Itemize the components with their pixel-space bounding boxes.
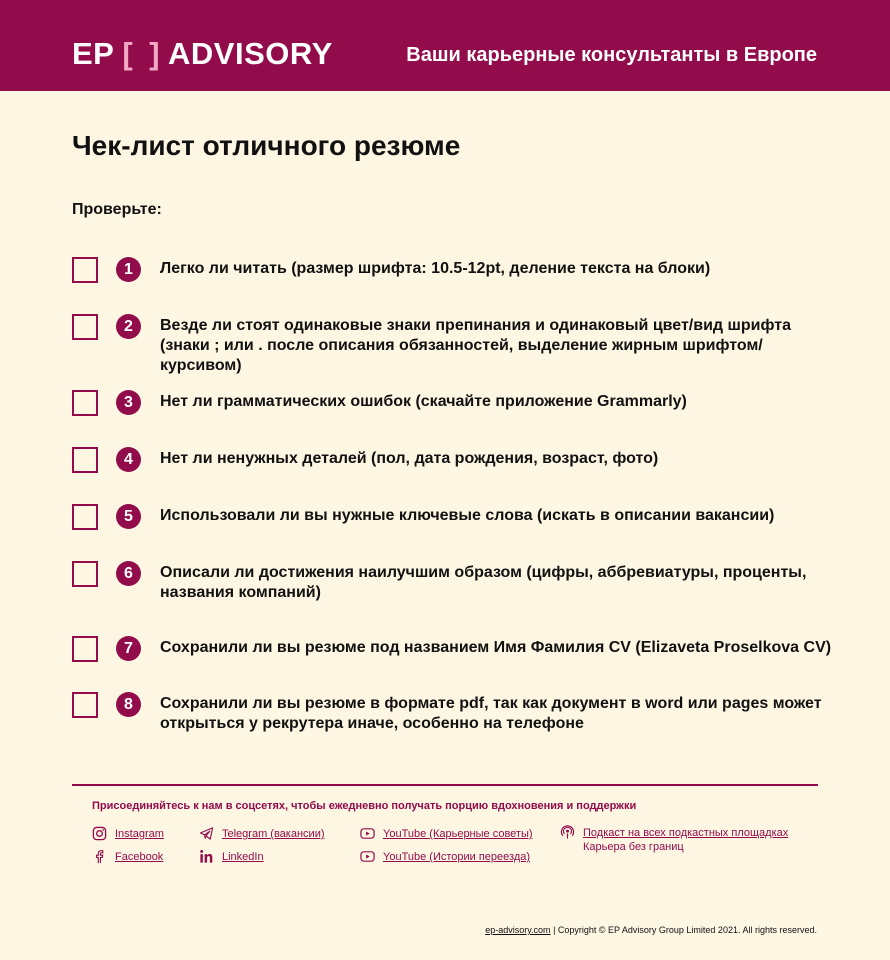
youtube-stories-label[interactable]: YouTube (Истории переезда) (383, 851, 531, 863)
youtube-career-link[interactable] (360, 827, 533, 841)
item-text-5: Использовали ли вы нужные ключевые слова (искать в описании вакансии) (160, 507, 775, 524)
item-text-1: Легко ли читать (размер шрифта: 10.5-12pt, деление текста на блоки) (160, 260, 711, 277)
podcast-label-line2: Карьера без границ (583, 841, 684, 853)
facebook-icon (92, 849, 107, 864)
copyright-text: | Copyright © EP Advisory Group Limited 2021. All rights reserved. (550, 925, 817, 935)
item-number-3: 3 (116, 390, 141, 415)
youtube-icon (360, 849, 375, 864)
item-text-8: Сохранили ли вы резюме в формате pdf, так как документ в word или pages может открыться у рекрутера иначе, особенно на телефоне (160, 695, 822, 732)
social-title: Присоединяйтесь к нам в соцсетях, чтобы ежедневно получать порцию вдохновения и поддержки (92, 800, 637, 812)
checkbox-1[interactable] (72, 257, 98, 283)
telegram-icon (199, 826, 214, 841)
instagram-link[interactable] (92, 827, 164, 841)
telegram-link[interactable] (199, 827, 325, 841)
checkbox-3[interactable] (72, 390, 98, 416)
header-tagline: Ваши карьерные консультанты в Европе (406, 44, 817, 66)
checkbox-2[interactable] (72, 314, 98, 340)
youtube-icon (360, 826, 375, 841)
podcast-icon (560, 825, 575, 840)
item-text-7: Сохранили ли вы резюме под названием Имя Фамилия CV (Elizaveta Proselkova CV) (160, 639, 832, 656)
header-banner (0, 0, 890, 91)
item-number-1: 1 (116, 257, 141, 282)
checkbox-7[interactable] (72, 636, 98, 662)
checkbox-4[interactable] (72, 447, 98, 473)
site-link[interactable]: ep-advisory.com (485, 925, 551, 935)
item-text-6: Описали ли достижения наилучшим образом (цифры, аббревиатуры, проценты, названия компаний) (160, 564, 807, 601)
logo-bracket-open: [ (122, 36, 134, 71)
logo (72, 34, 333, 74)
item-number-5: 5 (116, 504, 141, 529)
podcast-label-line1[interactable]: Подкаст на всех подкастных площадках (583, 827, 789, 839)
linkedin-label[interactable]: LinkedIn (222, 851, 264, 863)
item-text-3: Нет ли грамматических ошибок (скачайте приложение Grammarly) (160, 393, 687, 410)
instagram-icon (92, 826, 107, 841)
item-text-2: Везде ли стоят одинаковые знаки препинания и одинаковый цвет/вид шрифта (знаки ; или . после описания обязанностей, выделение жирным шрифтом/курсивом) (160, 317, 791, 374)
logo-bracket-close: ] (149, 36, 161, 71)
facebook-link[interactable] (92, 850, 163, 864)
logo-advisory: ADVISORY (168, 36, 333, 71)
page-title: Чек-лист отличного резюме (72, 130, 461, 161)
item-number-7: 7 (116, 636, 141, 661)
linkedin-icon (199, 849, 214, 864)
item-text-4: Нет ли ненужных деталей (пол, дата рождения, возраст, фото) (160, 450, 659, 467)
checkbox-8[interactable] (72, 692, 98, 718)
item-number-2: 2 (116, 314, 141, 339)
item-number-6: 6 (116, 561, 141, 586)
item-number-4: 4 (116, 447, 141, 472)
facebook-label[interactable]: Facebook (115, 851, 164, 863)
footer-copyright (485, 925, 817, 935)
youtube-career-label[interactable]: YouTube (Карьерные советы) (383, 828, 533, 840)
telegram-label[interactable]: Telegram (вакансии) (222, 828, 325, 840)
footer-divider (72, 784, 818, 786)
item-number-8: 8 (116, 692, 141, 717)
youtube-stories-link[interactable] (360, 850, 530, 864)
linkedin-link[interactable] (199, 850, 264, 864)
logo-ep: EP (72, 36, 115, 71)
podcast-link[interactable] (560, 826, 788, 854)
instagram-label[interactable]: Instagram (115, 828, 164, 840)
checkbox-6[interactable] (72, 561, 98, 587)
checkbox-5[interactable] (72, 504, 98, 530)
checklist-subtitle: Проверьте: (72, 201, 162, 218)
